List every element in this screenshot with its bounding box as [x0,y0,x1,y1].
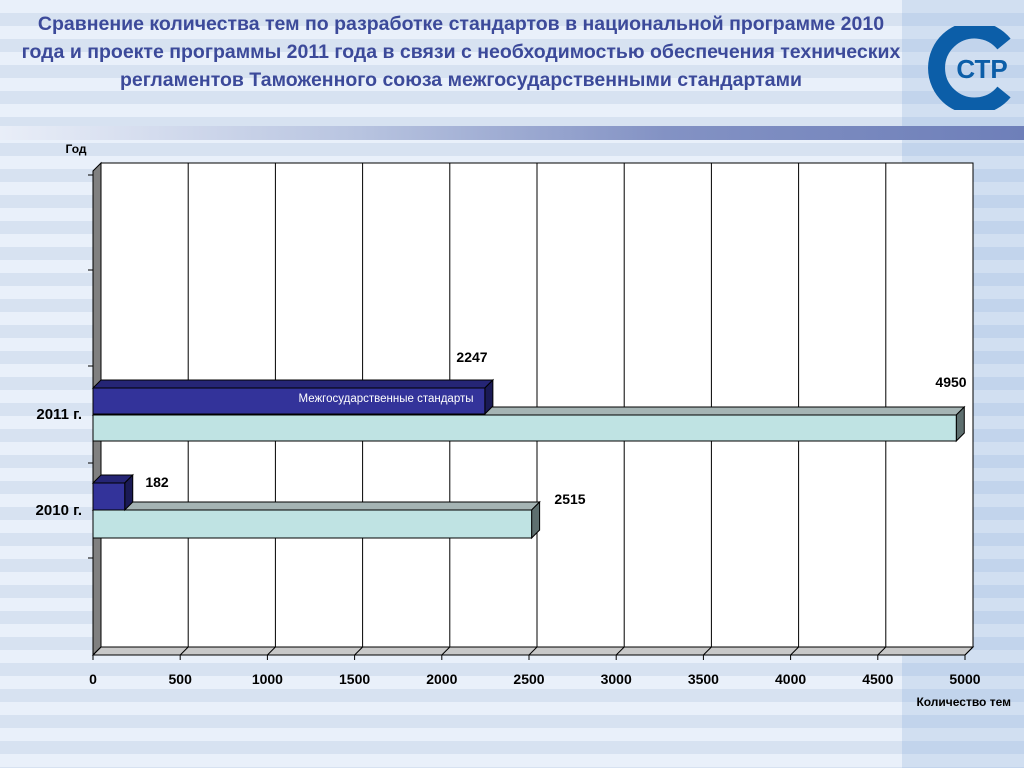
bar-total-0-front [93,510,532,538]
x-tick-label: 2500 [513,671,545,687]
bar-total-1-front [93,415,956,441]
logo-text: СТР [956,54,1008,84]
x-tick-label: 1500 [339,671,371,687]
bar-chart [0,140,1024,768]
bar-annotation: Межгосударственные стандарты [298,393,474,405]
x-tick-label: 0 [89,671,97,687]
data-label: 4950 [935,374,967,390]
data-label: 2247 [456,349,488,365]
bar-interstate-0-front [93,483,125,510]
x-axis-title: Количество тем [916,695,1011,709]
slide-title: Сравнение количества тем по разработке стандартов в национальной программе 2010 года и проекте программы 2011 года в связи с необходимостью обеспечения технических регламентов Таможенного союза межгосударственными стандартами [21,13,901,91]
x-tick-label: 4000 [775,671,807,687]
header-divider [0,126,1024,140]
y-category-label: 2011 г. [36,406,82,423]
x-tick-label: 2000 [426,671,458,687]
bar-total-0-top [93,502,540,510]
y-axis-title: Год [65,142,87,156]
data-label: 2515 [554,491,586,507]
y-category-label: 2010 г. [35,502,82,519]
data-label: 182 [145,474,169,490]
x-tick-label: 4500 [862,671,894,687]
bar-interstate-1-top [93,380,493,388]
x-tick-label: 1000 [251,671,283,687]
bar-total-0 [93,502,540,538]
x-tick-label: 3500 [687,671,719,687]
x-tick-label: 3000 [600,671,632,687]
str-logo [924,26,1020,110]
x-tick-label: 500 [168,671,192,687]
x-tick-label: 5000 [949,671,981,687]
bar-interstate-0 [93,475,133,510]
